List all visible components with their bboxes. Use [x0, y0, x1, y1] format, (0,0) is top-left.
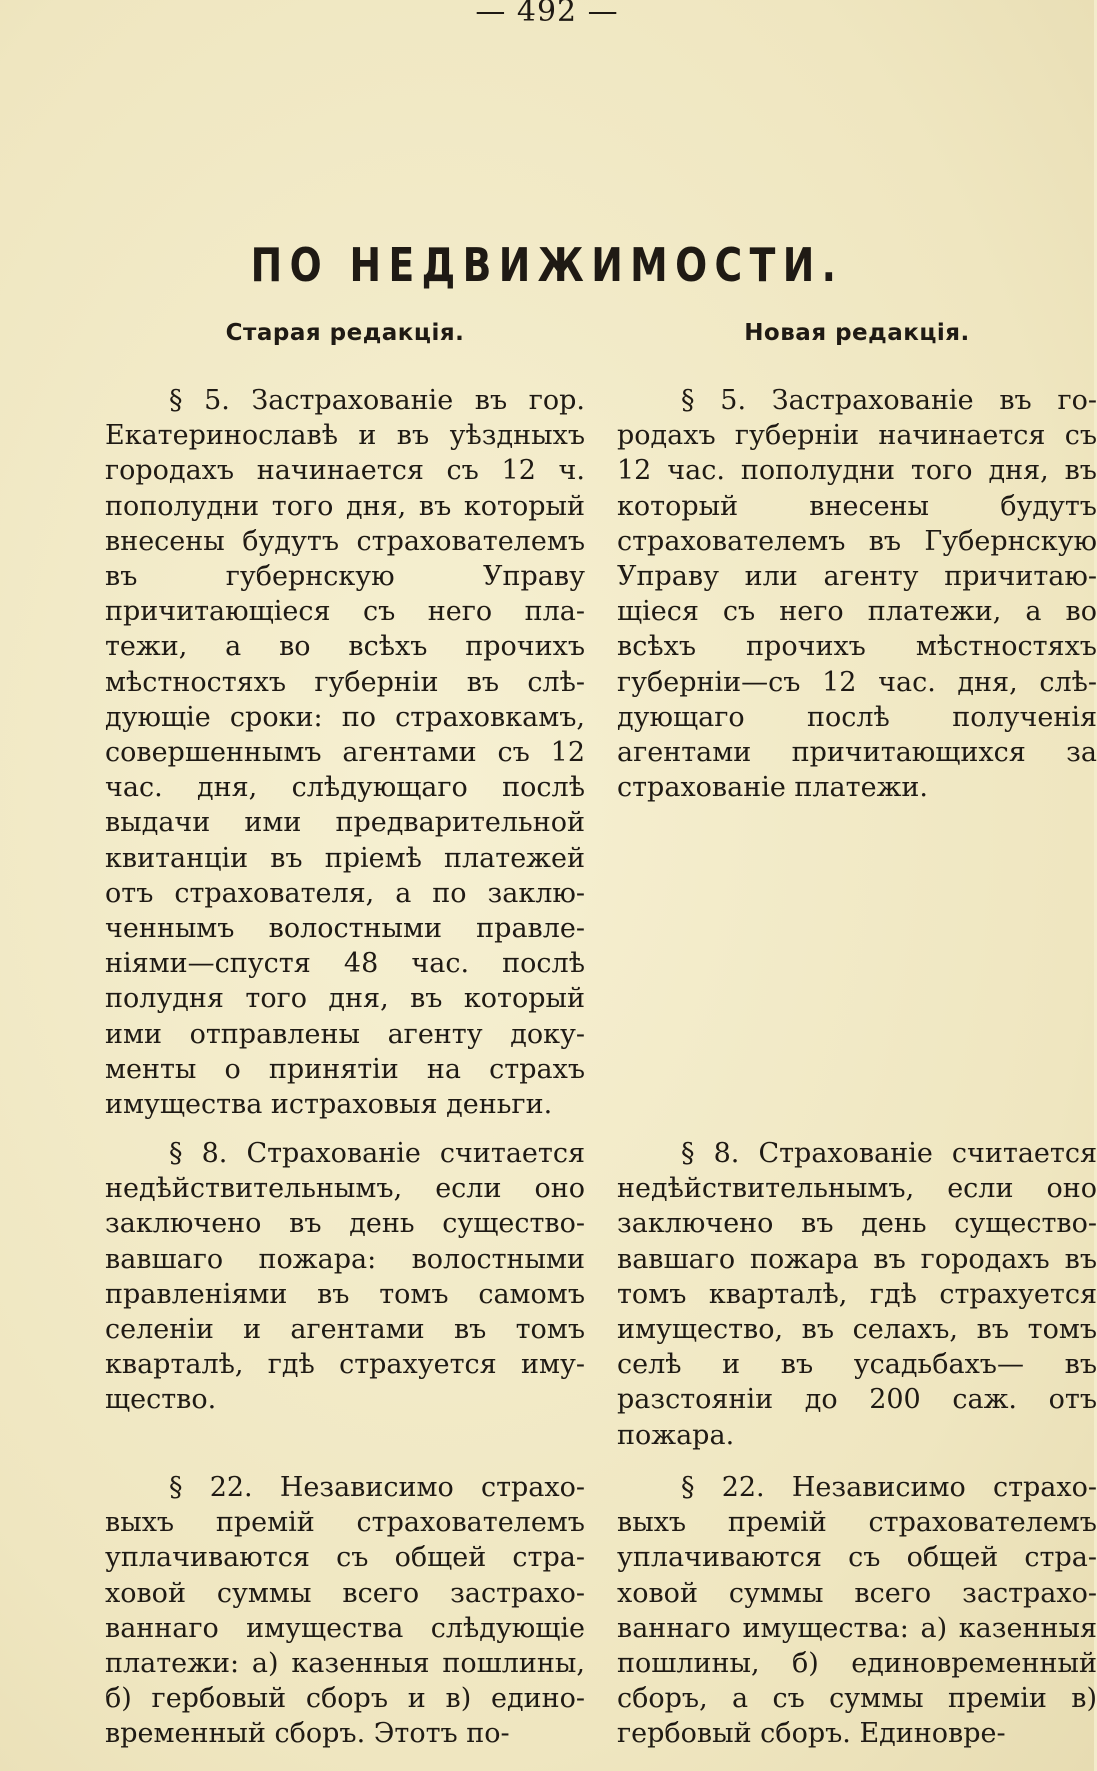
old-edition-header: Старая редакція. — [225, 320, 465, 346]
section-title: ПО НЕДВИЖИМОСТИ. — [250, 238, 844, 292]
new-paragraph-8: § 8. Страхованіе считается недѣйствительнымъ, если оно заключено въ день существовавшаго пожара въ городахъ въ томъ кварталѣ, гдѣ страхуется имущество, въ селахъ, въ томъ селѣ и въ усадьбахъ— въ разстояніи до 200 саж. отъ пожара. — [617, 1138, 1097, 1451]
page-number: — 492 — — [475, 0, 619, 29]
new-paragraph-22: § 22. Независимо страховыхъ премій страхователемъ уплачиваются съ общей страховой суммы всего застрахованнаго имущества: а) казенныя пошлины, б) единовременный сборъ, а съ суммы преміи в) гербовый сборъ. Единовре- — [617, 1472, 1097, 1750]
old-paragraph-22: § 22. Независимо страховыхъ премій страхователемъ уплачиваются съ общей страховой суммы всего застрахованнаго имущества слѣдующіе платежи: а) казенныя пошлины, б) гербовый сборъ и в) единовременный сборъ. Этотъ по- — [105, 1472, 585, 1750]
new-paragraph-5: § 5. Застрахованіе въ городахъ губерніи начинается съ 12 час. пополудни того дня, въ который внесены будутъ страхователемъ въ Губернскую Управу или агенту причитающіеся съ него платежи, а во всѣхъ прочихъ мѣстностяхъ губерніи—съ 12 час. дня, слѣдующаго послѣ полученія агентами причитающихся за страхованіе платежи. — [617, 385, 1097, 804]
new-edition-header: Новая редакція. — [744, 320, 970, 346]
old-paragraph-8: § 8. Страхованіе считается недѣйствительнымъ, если оно заключено въ день существовавшаго пожара: волостными правленіями въ томъ самомъ селеніи и агентами въ томъ кварталѣ, гдѣ страхуется имущество. — [105, 1138, 585, 1416]
old-paragraph-5: § 5. Застрахованіе въ гор. Екатеринославѣ и въ уѣздныхъ городахъ начинается съ 12 ч. пополудни того дня, въ который внесены будутъ страхователемъ въ губернскую Управу причитающіеся съ него платежи, а во всѣхъ прочихъ мѣстностяхъ губерніи въ слѣдующіе сроки: по страховкамъ, совершеннымъ агентами съ 12 час. дня, слѣдующаго послѣ выдачи ими предварительной квитанціи въ пріемѣ платежей отъ страхователя, а по заключеннымъ волостными правленіями—спустя 48 час. послѣ полудня того дня, въ который ими отправлены агенту документы о принятіи на страхъ имущества истраховыя деньги. — [105, 385, 585, 1121]
